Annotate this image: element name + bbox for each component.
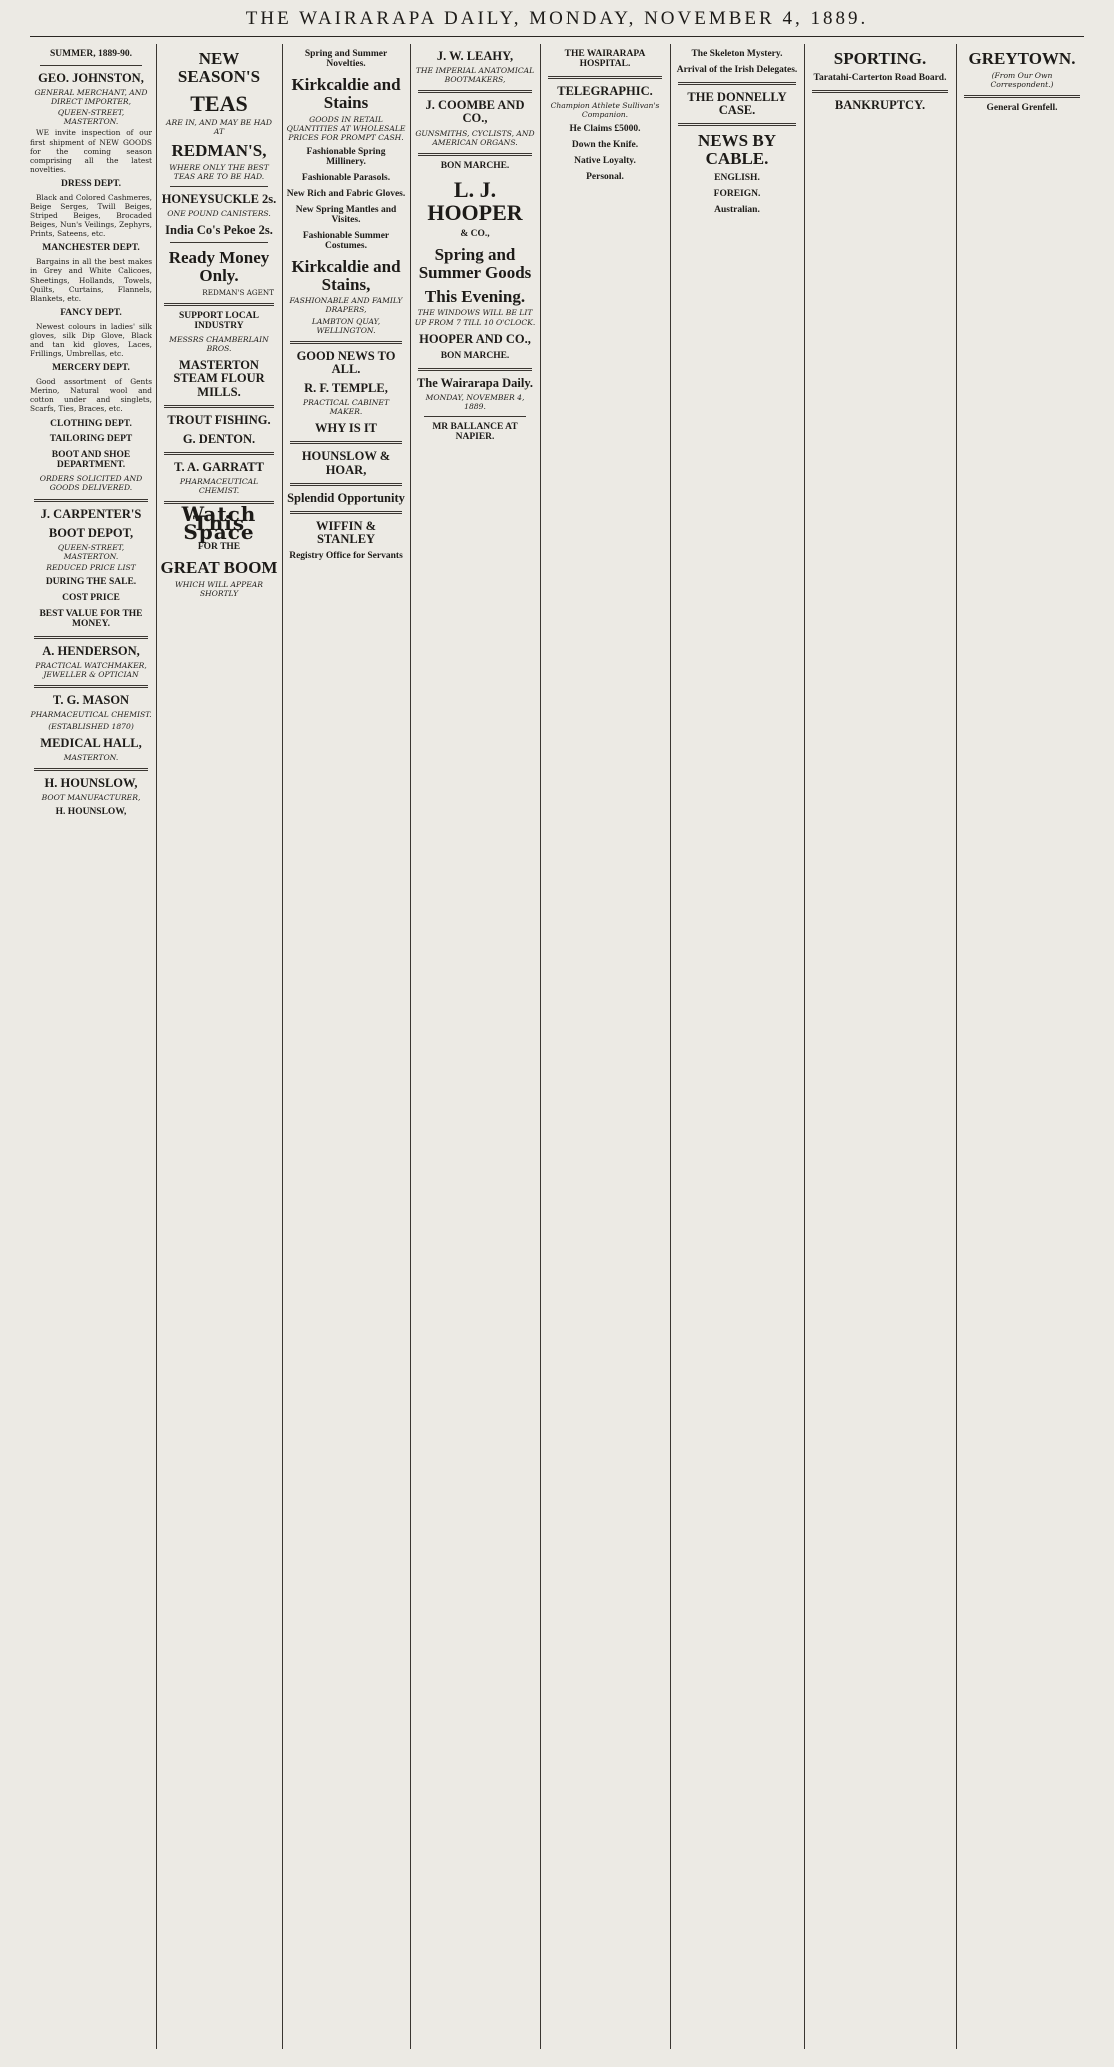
column-6 (674, 44, 800, 2049)
mantles-heading: New Spring Mantles and Visites. (295, 204, 397, 225)
good-news: GOOD NEWS TO ALL. (296, 348, 396, 376)
grenfell-heading: General Grenfell. (986, 103, 1058, 114)
carpenter-trade: BOOT DEPOT, (48, 525, 134, 540)
kirkcaldie-sub-2: FASHIONABLE AND FAMILY DRAPERS, (289, 296, 403, 315)
divider (34, 636, 148, 639)
column-1 (30, 44, 152, 2049)
divider (678, 123, 796, 126)
divider (290, 483, 402, 486)
india-line: India Co's Pekoe 2s. (165, 223, 273, 238)
registry-heading: Registry Office for Servants (289, 551, 403, 562)
tailoring-heading: TAILORING DEPT (49, 434, 133, 445)
telegraphic-heading: TELEGRAPHIC. (557, 83, 653, 98)
divider (34, 499, 148, 502)
leahy-trade: THE IMPERIAL ANATOMICAL BOOTMAKERS, (415, 66, 535, 85)
temple-trade: PRACTICAL CABINET MAKER. (302, 398, 390, 417)
garratt-trade: PHARMACEUTICAL CHEMIST. (179, 477, 259, 496)
bon-marche-2: BON MARCHE. (440, 350, 510, 361)
hounslow-hoar: HOUNSLOW & HOAR, (301, 449, 391, 477)
carpenter-best: BEST VALUE FOR THE MONEY. (39, 609, 143, 629)
divider (34, 768, 148, 771)
divider (40, 65, 142, 66)
column-7 (808, 44, 952, 2049)
column-2 (160, 44, 278, 2049)
english-heading: ENGLISH. (714, 172, 760, 183)
divider (170, 242, 268, 243)
advert-intro: WE invite inspection of our first shipment of NEW GOODS for the coming season comprising all the latest novelties. (30, 128, 152, 174)
kirkcaldie-town: LAMBTON QUAY, WELLINGTON. (311, 316, 381, 335)
honeysuckle-line: HONEYSUCKLE 2s. (161, 192, 277, 206)
greytown-heading: GREYTOWN. (968, 49, 1076, 68)
fancy-heading: FANCY DEPT. (60, 307, 122, 318)
millinery-heading: Fashionable Spring Millinery. (306, 146, 386, 167)
divider (424, 416, 526, 417)
hooper-co: & CO., (460, 228, 490, 239)
divider (34, 685, 148, 688)
column-rule (670, 44, 671, 2049)
henderson-trade: PRACTICAL WATCHMAKER, JEWELLER & OPTICIAN (35, 661, 147, 680)
mercery-heading: MERCERY DEPT. (52, 363, 130, 374)
for-the: FOR THE (197, 542, 241, 553)
date-line: MONDAY, NOVEMBER 4, 1889. (425, 392, 525, 411)
column-8 (960, 44, 1084, 2049)
irish-heading: Arrival of the Irish Delegates. (676, 64, 798, 75)
hospital-heading: THE WAIRARAPA HOSPITAL. (564, 49, 646, 69)
carpenter-cost: COST PRICE (62, 593, 120, 604)
mason-est: (ESTABLISHED 1870) (48, 721, 134, 731)
denton-name: G. DENTON. (182, 431, 256, 446)
divider (418, 368, 532, 371)
carpenter-name: J. CARPENTER'S (40, 506, 142, 521)
skeleton-heading: The Skeleton Mystery. (691, 49, 783, 59)
divider (290, 341, 402, 344)
kirkcaldie-heading-2: Kirkcaldie and Stains, (291, 256, 401, 294)
watch-space: Watch This Space (181, 502, 257, 545)
divider (170, 186, 268, 187)
greytown-sub: (From Our Own Correspondent.) (990, 70, 1054, 89)
divider (164, 303, 274, 306)
hooper-name: L. J. HOOPER (427, 176, 523, 225)
carpenter-reduced: REDUCED PRICE LIST (46, 563, 136, 572)
column-rule (282, 44, 283, 2049)
divider (418, 153, 532, 156)
advertiser-name: GEO. JOHNSTON, (38, 70, 144, 85)
taratahi-heading: Taratahi-Carterton Road Board. (813, 72, 947, 83)
column-rule (410, 44, 411, 2049)
column-rule (156, 44, 157, 2049)
canister-line: ONE POUND CANISTERS. (167, 209, 271, 219)
fancy-body: Newest colours in ladies' silk gloves, silk Dip Glove, Black and tan kid gloves, Laces, Frillings, Umbrellas, etc. (30, 321, 152, 359)
trout-heading: TROUT FISHING. (167, 412, 271, 427)
page-masthead: THE WAIRARAPA DAILY, MONDAY, NOVEMBER 4, 1889. (245, 8, 869, 29)
new-season-heading: NEW SEASON'S (177, 49, 261, 86)
divider (290, 511, 402, 514)
telegraphic-sub-2: He Claims £5000. (569, 124, 641, 135)
divider (164, 405, 274, 408)
leahy-name: J. W. LEAHY, (436, 49, 514, 63)
divider (418, 90, 532, 93)
this-evening: This Evening. (424, 286, 526, 306)
column-rule (540, 44, 541, 2049)
news-cable-heading: NEWS BY CABLE. (698, 131, 776, 169)
support-heading: SUPPORT LOCAL INDUSTRY (179, 311, 259, 332)
season-heading: SUMMER, 1889-90. (49, 49, 133, 59)
parasols-heading: Fashionable Parasols. (301, 172, 391, 183)
divider (812, 90, 948, 93)
temple-name: R. F. TEMPLE, (304, 380, 388, 395)
coombe-name: J. COOMBE AND CO., (425, 98, 525, 126)
redman-sig: REDMAN'S AGENT (202, 288, 274, 298)
ready-money: Ready Money Only. (168, 248, 270, 286)
down-knife: Down the Knife. (571, 140, 639, 151)
costumes-heading: Fashionable Summer Costumes. (302, 230, 390, 251)
henderson-name: A. HENDERSON, (42, 643, 140, 658)
fabric-heading: New Rich and Fabric Gloves. (286, 188, 406, 199)
masthead-rule (30, 36, 1084, 37)
carpenter-sale: DURING THE SALE. (45, 577, 137, 588)
wiffin-heading: WIFFIN & STANLEY (315, 518, 377, 546)
column-5 (544, 44, 666, 2049)
why-heading: WHY IS IT (314, 421, 378, 436)
teas-heading: TEAS (190, 90, 248, 116)
mercery-body: Good assortment of Gents Merino, Natural wool and cotton under and singlets, Scarfs, Ties, Braces, etc. (30, 377, 152, 414)
advertiser-trade: GENERAL MERCHANT, AND DIRECT IMPORTER, (34, 88, 148, 107)
hooper-name-2: HOOPER AND CO., (419, 331, 531, 346)
mason-name: T. G. MASON (52, 693, 130, 708)
advertiser-address: QUEEN-STREET, MASTERTON. (57, 108, 125, 127)
foreign-heading: FOREIGN. (713, 188, 761, 199)
carpenter-address: QUEEN-STREET, MASTERTON. (57, 542, 125, 561)
divider (964, 95, 1080, 98)
divider (678, 82, 796, 85)
teas-note: WHERE ONLY THE BEST TEAS ARE TO BE HAD. (169, 162, 269, 181)
shortly-line: WHICH WILL APPEAR SHORTLY (174, 580, 264, 599)
dress-heading: DRESS DEPT. (60, 178, 121, 189)
hounslow-name: H. HOUNSLOW, (44, 775, 138, 790)
clothing-heading: CLOTHING DEPT. (50, 418, 132, 429)
mason-trade: PHARMACEUTICAL CHEMIST. (30, 710, 152, 720)
divider (164, 452, 274, 455)
spring-goods: Spring and Summer Goods (418, 244, 532, 282)
divider (290, 441, 402, 444)
great-boom: GREAT BOOM (160, 558, 278, 578)
manchester-body: Bargains in all the best makes in Grey and White Calicoes, Sheetings, Hollands, Towels, Quilts, Curtains, Flannels, Blankets, etc. (30, 257, 152, 303)
kirkcaldie-sub: GOODS IN RETAIL QUANTITIES AT WHOLESALE PRICES FOR PROMPT CASH. (286, 114, 406, 142)
redman-heading: REDMAN'S, (171, 140, 267, 160)
boot-heading: BOOT AND SHOE DEPARTMENT. (51, 450, 131, 471)
donnelly-heading: THE DONNELLY CASE. (687, 89, 787, 118)
australian-heading: Australian. (714, 204, 760, 215)
column-3 (286, 44, 406, 2049)
column-rule (804, 44, 805, 2049)
windows-line: THE WINDOWS WILL BE LIT UP FROM 7 TILL 10 O'CLOCK. (414, 308, 536, 327)
hounslow-sig: H. HOUNSLOW, (55, 807, 127, 818)
chamberlain-line: MESSRS CHAMBERLAIN BROS. (169, 335, 269, 354)
flour-mills: MASTERTON STEAM FLOUR MILLS. (173, 358, 265, 399)
bankruptcy-heading: BANKRUPTCY. (834, 97, 926, 112)
editorial-heading: MR BALLANCE AT NAPIER. (432, 422, 518, 442)
kirkcaldie-heading: Kirkcaldie and Stains (291, 74, 401, 112)
hounslow-trade: BOOT MANUFACTURER, (41, 792, 141, 802)
telegraphic-sub: Champion Athlete Sullivan's Companion. (550, 101, 660, 120)
divider (548, 76, 662, 79)
column-rule (956, 44, 957, 2049)
native-loyalty: Native Loyalty. (574, 156, 636, 167)
column-4 (414, 44, 536, 2049)
spring-heading: Spring and Summer Novelties. (304, 49, 388, 69)
manchester-heading: MANCHESTER DEPT. (42, 243, 140, 254)
bon-marche: BON MARCHE. (440, 160, 510, 171)
mason-town: MASTERTON. (63, 752, 119, 762)
teas-sub: ARE IN, AND MAY BE HAD AT (166, 117, 272, 136)
personal-heading: Personal. (586, 172, 624, 183)
paper-title: The Wairarapa Daily. (416, 375, 534, 390)
splendid-heading: Splendid Opportunity (287, 490, 405, 505)
dress-body: Black and Colored Cashmeres, Beige Serges, Twill Beiges, Striped Beiges, Brocaded Beiges, Nun's Veilings, Zephyrs, Prints, Sateens, etc. (30, 192, 152, 239)
mason-hall: MEDICAL HALL, (40, 735, 142, 750)
garratt-name: T. A. GARRATT (174, 459, 264, 474)
sporting-heading: SPORTING. (833, 49, 927, 68)
orders-line: ORDERS SOLICITED AND GOODS DELIVERED. (39, 474, 143, 493)
coombe-trade: GUNSMITHS, CYCLISTS, AND AMERICAN ORGANS. (415, 128, 535, 147)
